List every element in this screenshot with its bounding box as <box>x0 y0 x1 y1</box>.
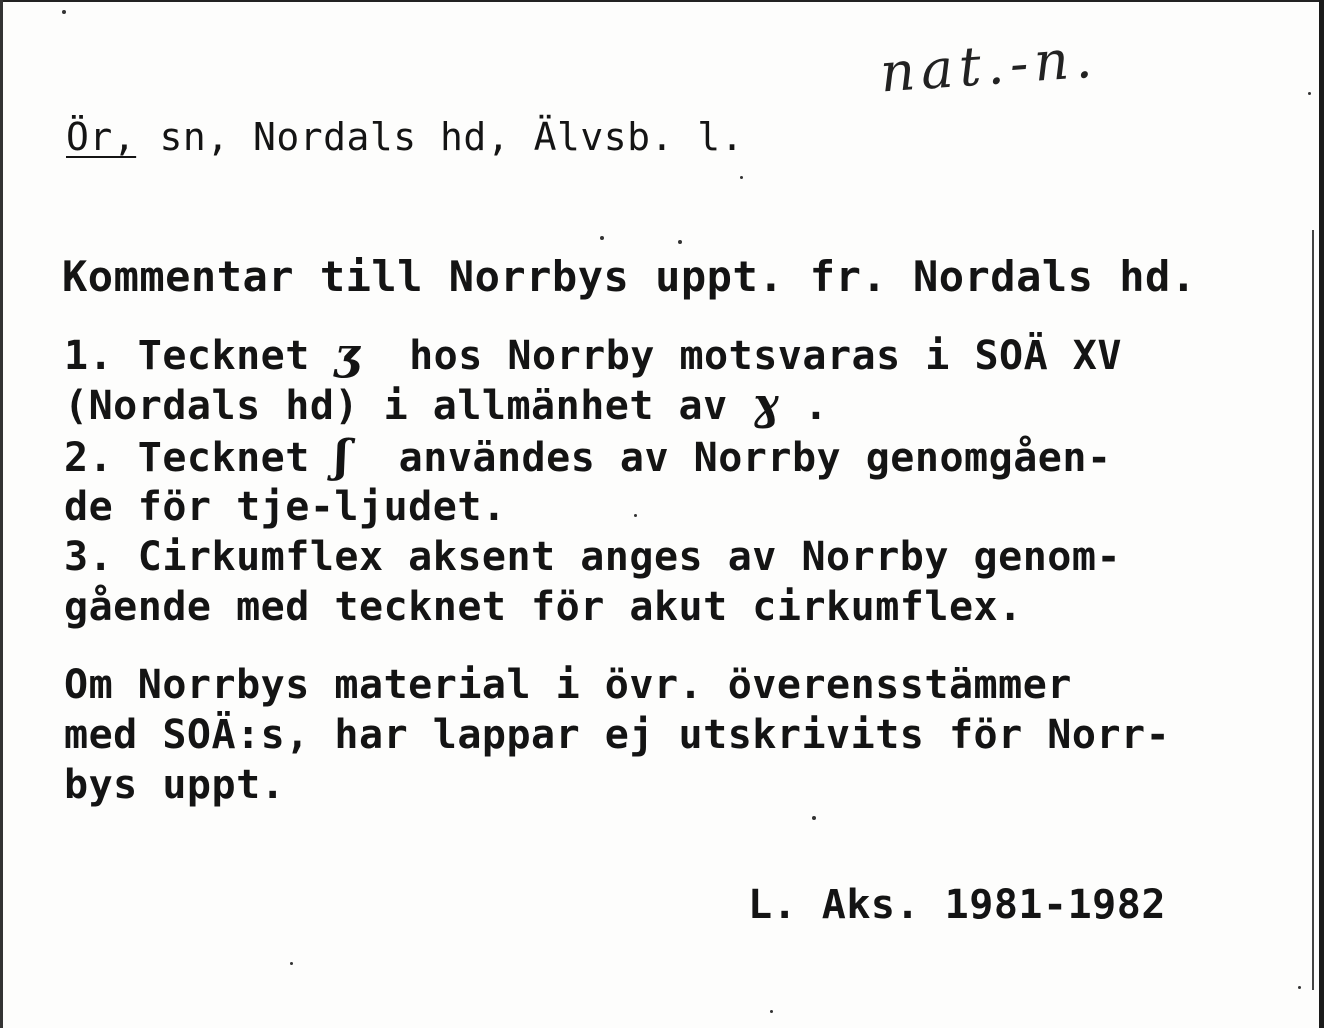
card-left-edge <box>0 0 3 1028</box>
scan-speck <box>634 514 637 517</box>
item-2-text-b: användes av Norrby genomgåen- <box>349 435 1112 481</box>
item-1-line-1 <box>64 330 1122 381</box>
item-2-symbol: ʃ <box>334 431 350 482</box>
heading-rest: sn, Nordals hd, Älvsb. l. <box>136 115 744 159</box>
item-1-symbol-2: ɣ <box>752 379 780 430</box>
closing-line-3: bys uppt. <box>64 762 286 808</box>
scan-speck <box>62 10 66 14</box>
item-2-line-2: de för tje-ljudet. <box>64 484 507 530</box>
signature: L. Aks. 1981-1982 <box>748 882 1166 928</box>
item-1-symbol: ʒ <box>334 329 360 380</box>
closing-line-2: med SOÄ:s, har lappar ej utskrivits för Norr- <box>64 712 1171 758</box>
scan-speck <box>1308 92 1311 95</box>
item-2-text-a: 2. Tecknet <box>64 435 335 481</box>
item-1-text-b: hos Norrby motsvaras i SOÄ XV <box>359 333 1122 379</box>
closing-line-1: Om Norrbys material i övr. överensstämmer <box>64 662 1072 708</box>
scan-speck <box>600 236 604 240</box>
scan-speck <box>290 962 293 965</box>
scan-speck <box>812 816 816 820</box>
item-1-text-a: 1. Tecknet <box>64 333 335 379</box>
card-inner-edge-line <box>1312 230 1314 990</box>
card-right-edge <box>1319 0 1324 1028</box>
item-2-line-1 <box>64 432 1112 483</box>
item-3-line-1: 3. Cirkumflex aksent anges av Norrby genom- <box>64 534 1122 580</box>
card-top-edge <box>0 0 1324 2</box>
heading-place: Ör, <box>66 115 137 159</box>
card-title: Kommentar till Norrbys uppt. fr. Nordals hd. <box>62 252 1197 301</box>
item-3-line-2: gående med tecknet för akut cirkumflex. <box>64 584 1023 630</box>
handwritten-note: nat.-n. <box>878 26 1100 105</box>
scan-speck <box>770 1010 773 1013</box>
item-1-text-c: (Nordals hd) i allmänhet av <box>64 383 753 429</box>
card-heading <box>66 112 744 162</box>
item-1-text-d: . <box>779 383 829 429</box>
scan-speck <box>740 176 743 179</box>
item-1-line-2 <box>64 380 828 431</box>
scan-speck <box>678 240 682 244</box>
scan-speck <box>1298 986 1301 989</box>
